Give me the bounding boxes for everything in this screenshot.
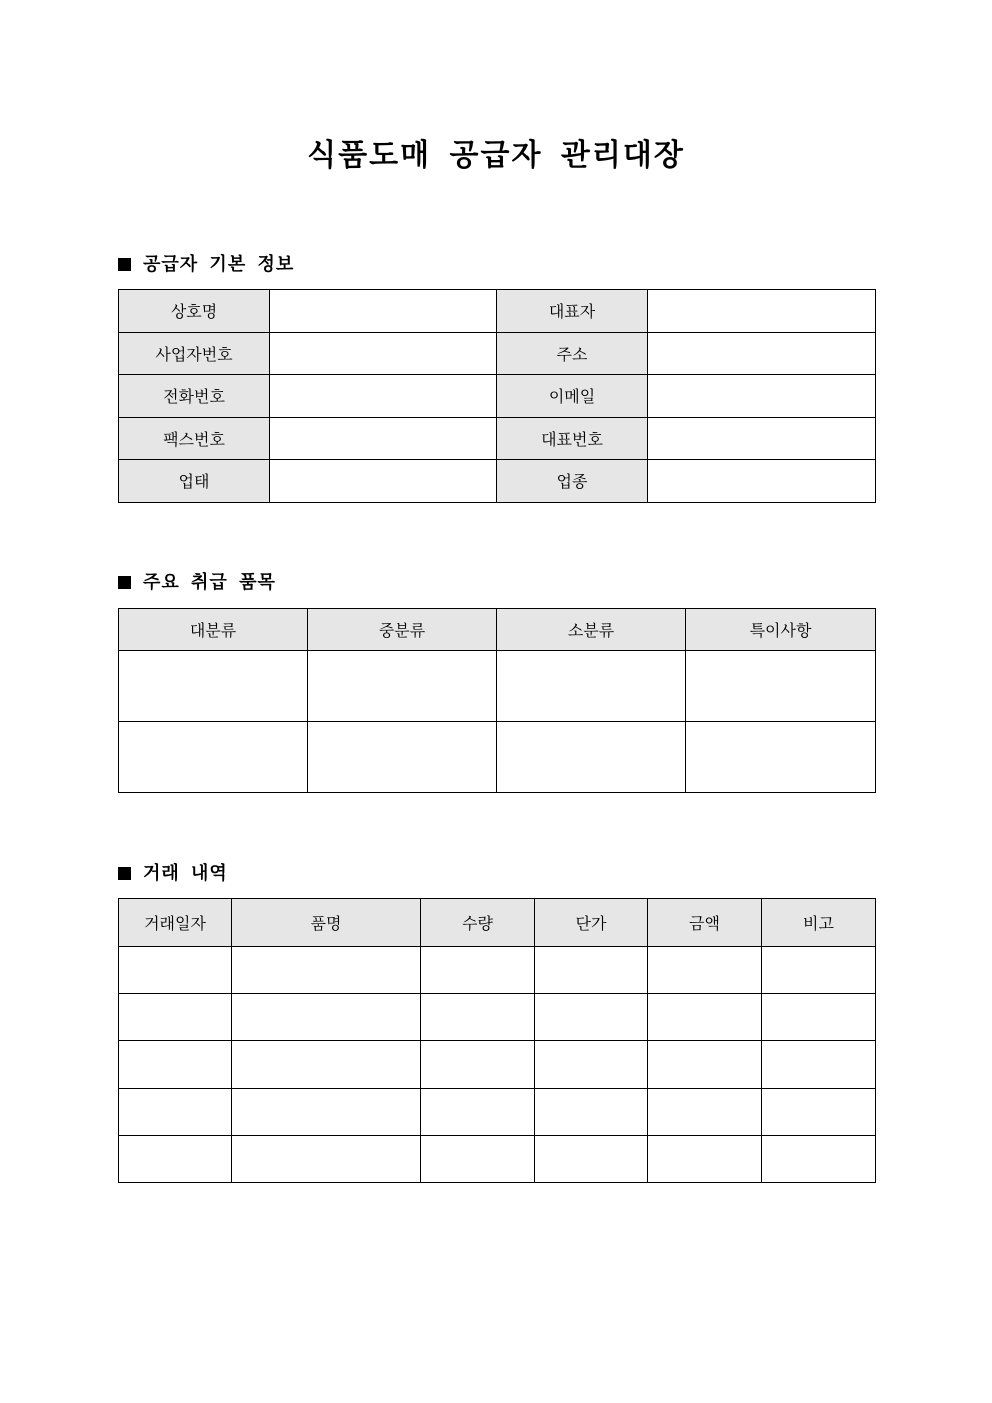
- table-cell[interactable]: [119, 1041, 232, 1088]
- table-cell[interactable]: [119, 947, 232, 994]
- table-cell[interactable]: [535, 994, 648, 1041]
- column-header: 비고: [762, 899, 876, 947]
- column-header: 거래일자: [119, 899, 232, 947]
- section-title-label: 공급자 기본 정보: [143, 254, 295, 275]
- column-header: 금액: [648, 899, 762, 947]
- table-cell[interactable]: [648, 1088, 762, 1135]
- column-header: 수량: [421, 899, 535, 947]
- section-title-trade-history: [118, 862, 228, 886]
- field-label: 주소: [497, 332, 648, 375]
- section-title-basic-info: [118, 253, 294, 277]
- field-label: 업태: [119, 460, 270, 503]
- table-row: [119, 1088, 876, 1135]
- representative-field[interactable]: [648, 290, 876, 333]
- section-title-label: 주요 취급 품목: [143, 572, 276, 593]
- fax-field[interactable]: [270, 417, 497, 460]
- trade-history-table: [118, 898, 876, 1183]
- table-row: [119, 1041, 876, 1088]
- address-field[interactable]: [648, 332, 876, 375]
- page-title: 식품도매 공급자 관리대장: [307, 138, 685, 173]
- table-cell[interactable]: [535, 947, 648, 994]
- company-name-field[interactable]: [270, 290, 497, 333]
- field-label: 팩스번호: [119, 417, 270, 460]
- table-cell[interactable]: [497, 651, 686, 722]
- email-field[interactable]: [648, 375, 876, 418]
- table-row: [119, 290, 876, 333]
- square-bullet-icon: [118, 258, 131, 271]
- table-row: [119, 947, 876, 994]
- table-cell[interactable]: [119, 1088, 232, 1135]
- field-label: 이메일: [497, 375, 648, 418]
- table-cell[interactable]: [232, 1088, 421, 1135]
- field-label: 대표번호: [497, 417, 648, 460]
- table-cell[interactable]: [308, 651, 497, 722]
- table-row: [119, 460, 876, 503]
- table-cell[interactable]: [308, 722, 497, 793]
- table-cell[interactable]: [535, 1088, 648, 1135]
- main-number-field[interactable]: [648, 417, 876, 460]
- table-row: [119, 994, 876, 1041]
- table-header-row: [119, 609, 876, 651]
- table-cell[interactable]: [497, 722, 686, 793]
- column-header: 특이사항: [686, 609, 876, 651]
- table-cell[interactable]: [648, 994, 762, 1041]
- table-cell[interactable]: [648, 1041, 762, 1088]
- business-category-field[interactable]: [648, 460, 876, 503]
- square-bullet-icon: [118, 576, 131, 589]
- table-cell[interactable]: [119, 994, 232, 1041]
- table-cell[interactable]: [232, 994, 421, 1041]
- table-header-row: [119, 899, 876, 947]
- phone-field[interactable]: [270, 375, 497, 418]
- table-cell[interactable]: [119, 722, 308, 793]
- field-label: 업종: [497, 460, 648, 503]
- table-cell[interactable]: [648, 1135, 762, 1182]
- table-cell[interactable]: [421, 1088, 535, 1135]
- supplier-basic-info-table: [118, 289, 876, 503]
- field-label: 대표자: [497, 290, 648, 333]
- table-cell[interactable]: [762, 994, 876, 1041]
- table-row: [119, 722, 876, 793]
- square-bullet-icon: [118, 867, 131, 880]
- business-number-field[interactable]: [270, 332, 497, 375]
- table-row: [119, 1135, 876, 1182]
- table-cell[interactable]: [119, 1135, 232, 1182]
- table-cell[interactable]: [535, 1135, 648, 1182]
- table-cell[interactable]: [762, 947, 876, 994]
- business-type-field[interactable]: [270, 460, 497, 503]
- section-title-main-items: [118, 571, 276, 595]
- table-row: [119, 332, 876, 375]
- column-header: 품명: [232, 899, 421, 947]
- column-header: 대분류: [119, 609, 308, 651]
- table-cell[interactable]: [421, 994, 535, 1041]
- table-cell[interactable]: [421, 947, 535, 994]
- field-label: 상호명: [119, 290, 270, 333]
- main-items-table: [118, 608, 876, 793]
- column-header: 단가: [535, 899, 648, 947]
- table-cell[interactable]: [762, 1088, 876, 1135]
- table-cell[interactable]: [421, 1041, 535, 1088]
- column-header: 소분류: [497, 609, 686, 651]
- table-cell[interactable]: [762, 1041, 876, 1088]
- table-cell[interactable]: [232, 1041, 421, 1088]
- table-cell[interactable]: [421, 1135, 535, 1182]
- table-row: [119, 375, 876, 418]
- table-cell[interactable]: [232, 1135, 421, 1182]
- field-label: 사업자번호: [119, 332, 270, 375]
- section-title-label: 거래 내역: [143, 863, 228, 884]
- table-cell[interactable]: [119, 651, 308, 722]
- table-row: [119, 417, 876, 460]
- table-cell[interactable]: [762, 1135, 876, 1182]
- field-label: 전화번호: [119, 375, 270, 418]
- table-cell[interactable]: [686, 722, 876, 793]
- table-cell[interactable]: [686, 651, 876, 722]
- column-header: 중분류: [308, 609, 497, 651]
- table-cell[interactable]: [648, 947, 762, 994]
- table-row: [119, 651, 876, 722]
- table-cell[interactable]: [535, 1041, 648, 1088]
- table-cell[interactable]: [232, 947, 421, 994]
